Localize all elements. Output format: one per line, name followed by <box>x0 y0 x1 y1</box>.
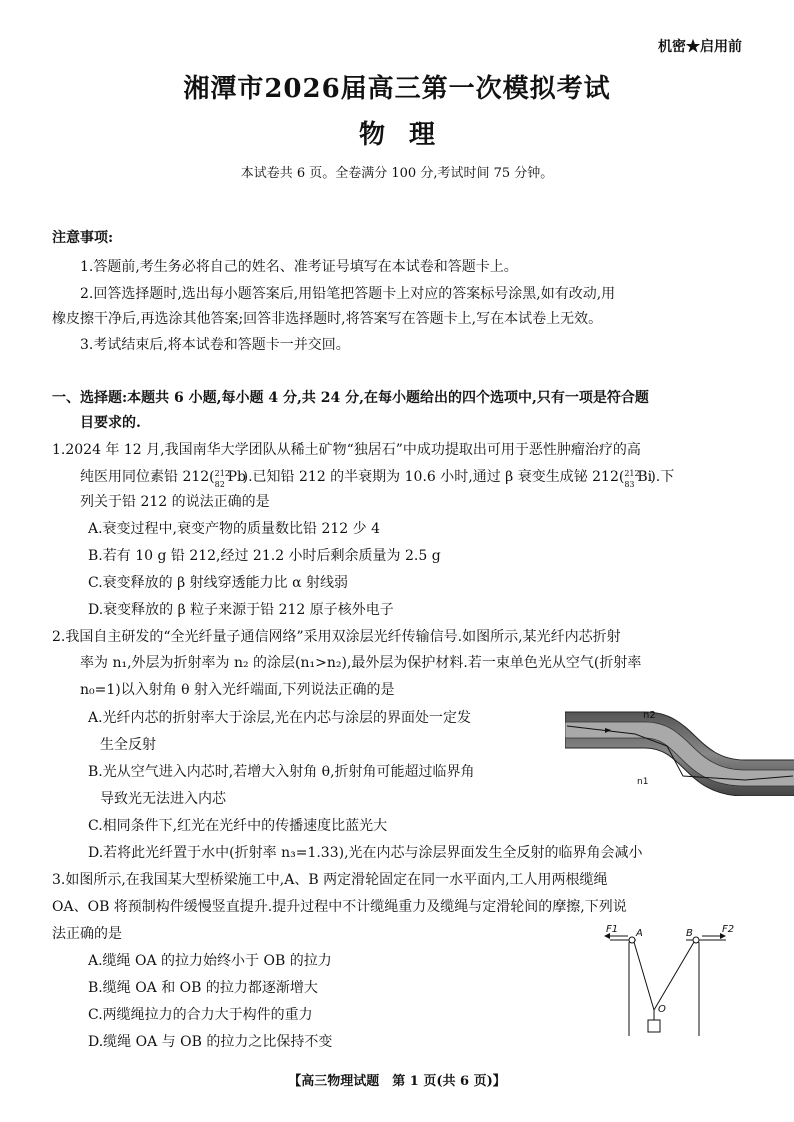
cable-oa <box>634 942 654 1010</box>
bi-atomic-number: 83 <box>624 480 635 489</box>
q1-option-b: B.若有 10 g 铅 212,经过 21.2 小时后剩余质量为 2.5 g <box>88 548 441 564</box>
optical-fiber-figure <box>565 704 794 796</box>
q2-option-c: C.相同条件下,红光在光纤中的传播速度比蓝光大 <box>88 818 388 834</box>
bi-nuclide <box>624 466 653 489</box>
q1-text-a: 纯医用同位素铅 212( <box>80 469 215 485</box>
pb-symbol: Pb <box>227 469 247 485</box>
pb-nuclide <box>214 466 247 489</box>
q3-stem-line-3: 法正确的是 <box>52 926 122 942</box>
cable-ob <box>654 942 694 1010</box>
q2-option-a-cont: 生全反射 <box>100 737 156 753</box>
q3-stem-line-2: OA、OB 将预制构件缓慢竖直提升.提升过程中不计缆绳重力及缆绳与定滑轮间的摩擦,下列说 <box>52 899 627 915</box>
bi-mass-number: 212 <box>624 469 640 478</box>
exam-info: 本试卷共 6 页。全卷满分 100 分,考试时间 75 分钟。 <box>240 166 554 181</box>
bi-symbol: Bi <box>637 469 653 485</box>
precast-component <box>648 1020 660 1032</box>
notice-title: 注意事项: <box>52 230 114 246</box>
section-header-cont: 目要求的. <box>80 415 141 431</box>
q2-option-a: A.光纤内芯的折射率大于涂层,光在内芯与涂层的界面处一定发 <box>88 710 472 726</box>
q2-stem-line-3: n₀=1)以入射角 θ 射入光纤端面,下列说法正确的是 <box>80 682 395 698</box>
label-f1: F1 <box>606 924 619 935</box>
section-header: 一、选择题:本题共 6 小题,每小题 4 分,共 24 分,在每小题给出的四个选项中,只有一项是符合题 <box>52 390 649 406</box>
exam-title: 湘潭市2026届高三第一次模拟考试 <box>183 74 611 104</box>
q1-option-c: C.衰变释放的 β 射线穿透能力比 α 射线弱 <box>88 575 349 591</box>
label-b: B <box>686 928 693 939</box>
q3-option-b: B.缆绳 OA 和 OB 的拉力都逐渐增大 <box>88 980 318 996</box>
label-a: A <box>636 928 643 939</box>
q1-text-b: ).已知铅 212 的半衰期为 10.6 小时,通过 β 衰变生成铋 212( <box>242 469 625 485</box>
q1-option-a: A.衰变过程中,衰变产物的质量数比铅 212 少 4 <box>88 521 380 537</box>
confidential-mark: 机密★启用前 <box>658 39 742 55</box>
fiber-label-n2: n2 <box>643 710 656 721</box>
pb-atomic-number: 82 <box>214 480 225 489</box>
q3-option-c: C.两缆绳拉力的合力大于构件的重力 <box>88 1007 313 1023</box>
q3-option-a: A.缆绳 OA 的拉力始终小于 OB 的拉力 <box>88 953 332 969</box>
notice-item-2-cont: 橡皮擦干净后,再选涂其他答案;回答非选择题时,将答案写在答题卡上,写在本试卷上无效。 <box>52 311 603 327</box>
label-f2: F2 <box>722 924 735 935</box>
q2-option-d: D.若将此光纤置于水中(折射率 n₃=1.33),光在内芯与涂层界面发生全反射的临界角会减小 <box>88 845 643 861</box>
q1-stem-line-3: 列关于铅 212 的说法正确的是 <box>80 494 270 510</box>
q3-stem-line-1: 3.如图所示,在我国某大型桥梁施工中,A、B 两定滑轮固定在同一水平面内,工人用两根缆绳 <box>52 872 608 888</box>
label-o: O <box>658 1004 666 1015</box>
q2-option-b: B.光从空气进入内芯时,若增大入射角 θ,折射角可能超过临界角 <box>88 764 475 780</box>
q1-option-d: D.衰变释放的 β 粒子来源于铅 212 原子核外电子 <box>88 602 394 618</box>
notice-item-3: 3.考试结束后,将本试卷和答题卡一并交回。 <box>80 337 350 353</box>
pb-mass-number: 212 <box>214 469 230 478</box>
fiber-label-n1: n1 <box>637 777 649 787</box>
q2-stem-line-2: 率为 n₁,外层为折射率为 n₂ 的涂层(n₁>n₂),最外层为保护材料.若一束单色光从空气(折射率 <box>80 655 642 671</box>
subject-title: 物理 <box>358 120 459 150</box>
pulley-figure <box>596 918 756 1040</box>
notice-item-2: 2.回答选择题时,选出每小题答案后,用铅笔把答题卡上对应的答案标号涂黑,如有改动,用 <box>80 286 616 302</box>
notice-item-1: 1.答题前,考生务必将自己的姓名、准考证号填写在本试卷和答题卡上。 <box>80 259 518 275</box>
q2-stem-line-1: 2.我国自主研发的“全光纤量子通信网络”采用双涂层光纤传输信号.如图所示,某光纤内芯折射 <box>52 629 621 645</box>
q1-stem-line-2 <box>80 466 674 487</box>
q1-stem-line-1: 1.2024 年 12 月,我国南华大学团队从稀土矿物“独居石”中成功提取出可用于恶性肿瘤治疗的高 <box>52 442 641 458</box>
q1-text-c: ).下 <box>650 469 675 485</box>
page-footer: 【高三物理试题 第 1 页(共 6 页)】 <box>288 1074 506 1089</box>
q3-option-d: D.缆绳 OA 与 OB 的拉力之比保持不变 <box>88 1034 333 1050</box>
q2-option-b-cont: 导致光无法进入内芯 <box>100 791 226 807</box>
